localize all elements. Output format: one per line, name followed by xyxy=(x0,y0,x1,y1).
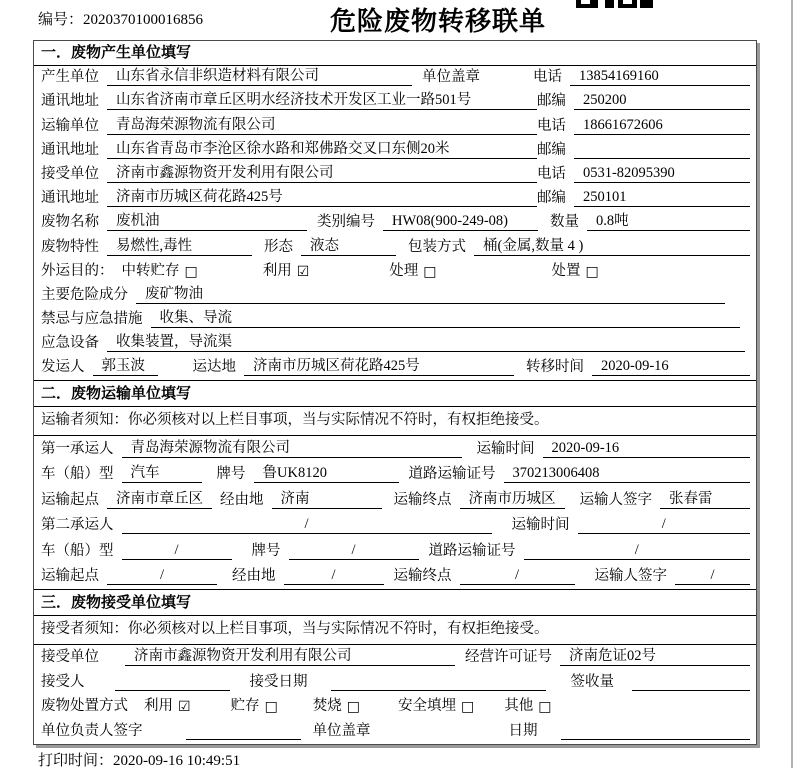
transfer-time-value: 2020-09-16 xyxy=(592,358,750,376)
sign2-label: 运输人签字 xyxy=(594,568,667,585)
unit-seal2-label: 单位盖章 xyxy=(312,722,371,739)
addr3-label: 通讯地址 xyxy=(41,190,99,207)
zip2-value xyxy=(574,158,750,159)
unit-seal-label: 单位盖章 xyxy=(422,69,480,86)
checkbox-disposal-storage: □ xyxy=(264,699,278,716)
via2-value: / xyxy=(284,567,384,585)
via1-label: 经由地 xyxy=(220,491,264,508)
category-label: 类别编号 xyxy=(317,214,375,231)
purpose-option-treat: 处理 xyxy=(389,262,419,279)
waste-name-label: 废物名称 xyxy=(41,214,99,231)
row-receiving-unit xyxy=(34,645,756,670)
transfer-time-label: 转移时间 xyxy=(526,359,584,376)
qr-code-fragment xyxy=(576,0,653,8)
time1-label: 运输时间 xyxy=(476,440,535,457)
form-label: 形态 xyxy=(264,238,293,255)
purpose-label: 外运目的： xyxy=(41,262,114,279)
disposal-option-incinerate: 焚烧 xyxy=(312,698,342,715)
disposal-label: 废物处置方式 xyxy=(41,698,128,715)
manager-sign-label: 单位负责人签字 xyxy=(41,722,143,739)
time2-label: 运输时间 xyxy=(511,517,570,534)
checkbox-disposal-landfill: □ xyxy=(461,699,475,716)
phone3-value: 0531-82095390 xyxy=(574,165,750,183)
license-value: 济南危证02号 xyxy=(560,644,750,666)
qr-block xyxy=(640,0,653,8)
shipper-label: 发运人 xyxy=(41,359,85,376)
row-first-carrier xyxy=(34,436,756,462)
row-route2 xyxy=(34,564,756,590)
sign2-value: / xyxy=(675,567,750,585)
end1-label: 运输终点 xyxy=(393,491,452,508)
purpose-option-utilize: 利用 xyxy=(262,262,292,279)
print-time-label: 打印时间： xyxy=(38,753,114,769)
plate1-label: 牌号 xyxy=(216,466,246,483)
row-producer-address xyxy=(34,90,756,114)
addr2-value: 山东省青岛市李沧区徐水路和郑佛路交叉口东侧20米 xyxy=(107,137,537,159)
addr2-label: 通讯地址 xyxy=(41,141,99,158)
plate2-label: 牌号 xyxy=(251,542,281,559)
road-cert1-label: 道路运输证号 xyxy=(408,466,496,483)
recipient-value xyxy=(115,690,230,691)
producer-value: 山东省永信非织造材料有限公司 xyxy=(107,64,412,86)
checkbox-utilize-checked: ☑ xyxy=(296,263,310,280)
carrier2-label: 第二承运人 xyxy=(41,517,114,534)
disposal-option-landfill: 安全填埋 xyxy=(398,698,457,715)
carrier1-label: 第一承运人 xyxy=(41,440,114,457)
taboo-value: 收集、导流 xyxy=(151,306,741,328)
serial-number xyxy=(38,8,203,29)
row-receiver xyxy=(34,163,756,187)
origin1-value: 济南市章丘区 xyxy=(107,487,212,509)
addr1-value: 山东省济南市章丘区明水经济技术开发区工业一路501号 xyxy=(107,88,537,110)
accept-date-value xyxy=(331,690,546,691)
row-second-carrier xyxy=(34,513,756,539)
time2-value: / xyxy=(578,516,751,534)
checkbox-disposal-incinerate: □ xyxy=(346,699,361,716)
vehicle1-value: 汽车 xyxy=(122,461,202,483)
purpose-option-transit-storage: 中转贮存 xyxy=(121,262,180,279)
origin2-label: 运输起点 xyxy=(41,568,99,585)
row-hazard-component xyxy=(34,284,756,308)
serial-label: 编号： xyxy=(38,12,84,28)
recipient-label: 接受人 xyxy=(41,673,85,690)
vehicle2-value: / xyxy=(122,542,232,560)
manifest-form xyxy=(33,40,757,745)
zip1-value: 250200 xyxy=(574,92,750,110)
row-transfer-purpose xyxy=(34,260,756,284)
qr-block xyxy=(605,0,614,8)
vehicle1-label: 车（船）型 xyxy=(41,466,114,483)
transporter-value: 青岛海荣源物流有限公司 xyxy=(107,113,537,135)
shipper-value: 郭玉波 xyxy=(93,354,158,376)
via2-label: 经由地 xyxy=(232,568,276,585)
manager-sign-value xyxy=(186,739,301,740)
dest-value: 济南市历城区荷花路425号 xyxy=(244,354,514,376)
addr3-value: 济南市历城区荷花路425号 xyxy=(107,185,537,207)
row-waste-name xyxy=(34,211,756,235)
sign1-value: 张春雷 xyxy=(660,487,750,509)
transporter-label: 运输单位 xyxy=(41,117,99,134)
equipment-value: 收集装置，导流渠 xyxy=(107,330,745,352)
row-waste-character xyxy=(34,235,756,259)
qr-block xyxy=(576,0,598,8)
form-value: 液态 xyxy=(301,234,396,256)
unit-value: 济南市鑫源物资开发利用有限公司 xyxy=(125,644,455,666)
row-recipient xyxy=(34,670,756,695)
origin1-label: 运输起点 xyxy=(41,491,99,508)
page-title: 危险废物转移联单 xyxy=(330,6,547,36)
date2-value xyxy=(561,739,751,740)
plate1-value: 鲁UK8120 xyxy=(254,461,399,483)
end1-value: 济南市历城区 xyxy=(460,487,565,509)
sign1-label: 运输人签字 xyxy=(579,491,652,508)
date2-label: 日期 xyxy=(508,722,538,739)
row-shipper xyxy=(34,356,756,380)
checkbox-disposal-utilize-checked: ☑ xyxy=(178,699,191,716)
packing-value: 桶(金属,数量 4 ) xyxy=(474,234,750,256)
license-label: 经营许可证号 xyxy=(465,649,552,666)
end2-value: / xyxy=(460,567,575,585)
row-receiver-address xyxy=(34,187,756,211)
section3-title: 三．废物接受单位填写 xyxy=(34,589,756,616)
road-cert2-value: / xyxy=(524,542,751,560)
qty-label: 数量 xyxy=(550,214,579,231)
checkbox-treat: □ xyxy=(423,263,437,280)
plate2-value: / xyxy=(289,542,419,560)
print-time-value: 2020-09-16 10:49:51 xyxy=(113,753,241,769)
row-vehicle2 xyxy=(34,538,756,564)
amount-value xyxy=(632,690,750,691)
receiver-value: 济南市鑫源物资开发利用有限公司 xyxy=(107,161,537,183)
page-edge-line xyxy=(791,0,793,768)
road-cert2-label: 道路运输证号 xyxy=(428,542,516,559)
carrier2-value: / xyxy=(122,516,492,534)
amount-label: 签收量 xyxy=(570,673,614,690)
checkbox-disposal-other: □ xyxy=(538,699,552,716)
zip3-value: 250101 xyxy=(574,189,750,207)
disposal-option-other: 其他 xyxy=(504,698,534,715)
row-producer xyxy=(34,66,756,90)
packing-label: 包装方式 xyxy=(408,238,466,255)
equipment-label: 应急设备 xyxy=(41,335,99,352)
receiver-label: 接受单位 xyxy=(41,165,99,182)
qr-block xyxy=(618,0,637,8)
row-taboo-measures xyxy=(34,308,756,332)
purpose-option-dispose: 处置 xyxy=(551,262,581,279)
phone1-label: 电话 xyxy=(533,69,562,86)
row-route1 xyxy=(34,487,756,513)
print-time xyxy=(38,749,240,770)
checkbox-dispose: □ xyxy=(585,263,599,280)
row-transporter-address xyxy=(34,139,756,163)
section2-title: 二．废物运输单位填写 xyxy=(34,380,756,407)
row-transporter xyxy=(34,114,756,138)
disposal-option-storage: 贮存 xyxy=(230,698,260,715)
row-manager-sign xyxy=(34,719,756,744)
addr1-label: 通讯地址 xyxy=(41,93,99,110)
waste-name-value: 废机油 xyxy=(107,209,307,231)
end2-label: 运输终点 xyxy=(393,568,452,585)
accept-date-label: 接受日期 xyxy=(249,673,308,690)
transporter-notice: 运输者须知：你必须核对以上栏目事项，当与实际情况不符时，有权拒绝接受。 xyxy=(34,407,756,436)
phone2-label: 电话 xyxy=(536,117,566,134)
receiver-notice: 接受者须知：你必须核对以上栏目事项，当与实际情况不符时，有权拒绝接受。 xyxy=(34,616,756,645)
hazard-label: 主要危险成分 xyxy=(41,286,128,303)
row-disposal-method xyxy=(34,695,756,720)
hazard-value: 废矿物油 xyxy=(136,282,725,304)
character-value: 易燃性,毒性 xyxy=(107,234,252,256)
qty-value: 0.8吨 xyxy=(587,209,750,231)
row-emergency-equipment xyxy=(34,332,756,356)
origin2-value: / xyxy=(107,567,217,585)
serial-value: 2020370100016856 xyxy=(83,12,204,28)
unit-label: 接受单位 xyxy=(41,649,99,666)
phone1-value: 13854169160 xyxy=(570,68,750,86)
character-label: 废物特性 xyxy=(41,238,99,255)
phone2-value: 18661672606 xyxy=(574,117,750,135)
disposal-option-utilize: 利用 xyxy=(144,698,173,715)
phone3-label: 电话 xyxy=(536,165,566,182)
section1-title: 一．废物产生单位填写 xyxy=(34,41,756,66)
zip1-label: 邮编 xyxy=(536,93,566,110)
category-value: HW08(900-249-08) xyxy=(383,213,538,231)
vehicle2-label: 车（船）型 xyxy=(41,542,114,559)
zip3-label: 邮编 xyxy=(536,190,566,207)
row-vehicle1 xyxy=(34,462,756,488)
road-cert1-value: 370213006408 xyxy=(504,465,751,483)
time1-value: 2020-09-16 xyxy=(543,440,751,458)
taboo-label: 禁忌与应急措施 xyxy=(41,311,143,328)
via1-value: 济南 xyxy=(272,487,382,509)
zip2-label: 邮编 xyxy=(536,141,566,158)
dest-label: 运达地 xyxy=(192,359,236,376)
producer-label: 产生单位 xyxy=(41,69,99,86)
checkbox-transit-storage: □ xyxy=(184,263,198,280)
carrier1-value: 青岛海荣源物流有限公司 xyxy=(122,436,462,458)
